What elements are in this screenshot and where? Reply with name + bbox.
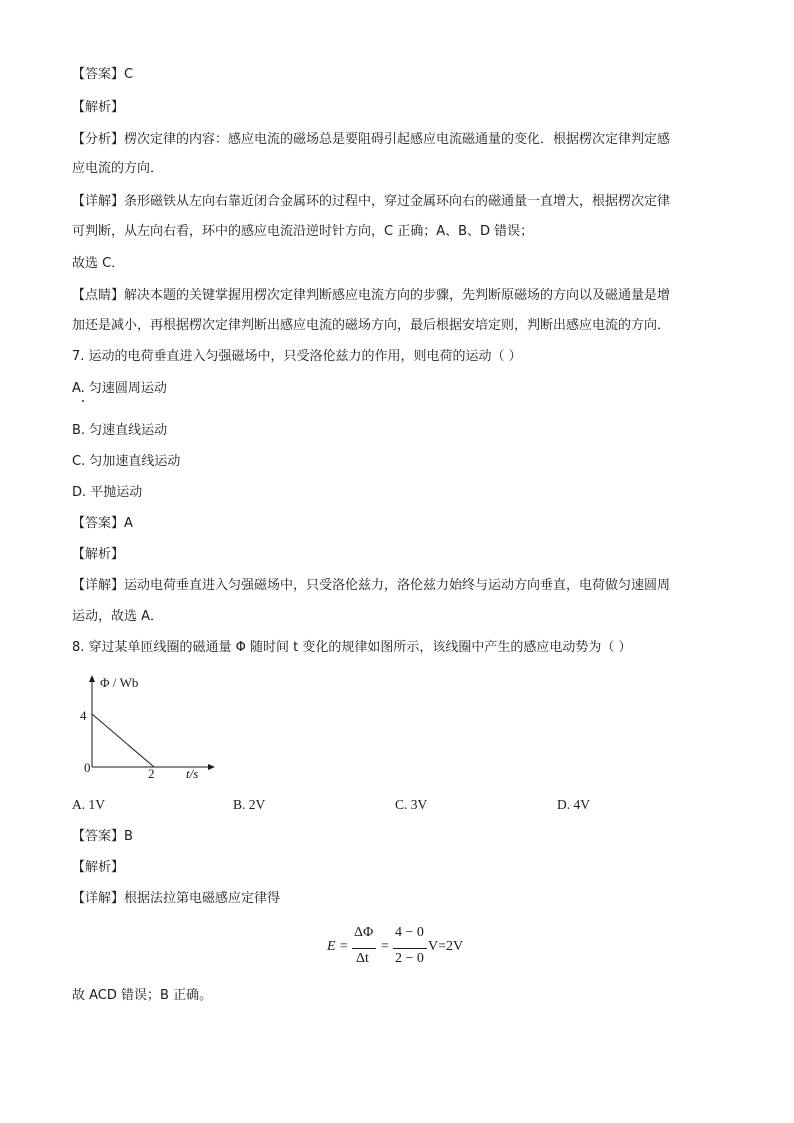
q8-answer: 【答案】B <box>72 829 133 844</box>
q8-analysis-heading: 【解析】 <box>72 860 125 875</box>
stray-dot <box>82 400 84 402</box>
comment-line1: 【点睛】解决本题的关键掌握用楞次定律判断感应电流方向的步骤，先判断原磁场的方向以及磁通量是增 <box>72 288 671 303</box>
q8-option-a: A. 1V <box>72 797 105 812</box>
faraday-formula <box>327 925 477 971</box>
fraction-bar-2 <box>393 948 427 949</box>
y-tick-4: 4 <box>80 708 87 723</box>
q7-analysis-heading: 【解析】 <box>72 547 125 562</box>
x-tick-2: 2 <box>148 766 155 781</box>
formula-lhs: E = <box>327 939 349 954</box>
flux-time-graph <box>72 672 222 782</box>
q7-detail-line1: 【详解】运动电荷垂直进入匀强磁场中，只受洛伦兹力，洛伦兹力始终与运动方向垂直，电荷做匀速圆周 <box>72 578 671 593</box>
q8-option-b: B. 2V <box>233 797 266 812</box>
formula-den2: 2 − 0 <box>395 951 424 966</box>
detail-line1: 【详解】条形磁铁从左向右靠近闭合金属环的过程中，穿过金属环向右的磁通量一直增大，根据楞次定律 <box>72 194 671 209</box>
q7-answer: 【答案】A <box>72 516 133 531</box>
q7-option-a: A. 匀速圆周运动 <box>72 381 167 396</box>
q7-detail-line2: 运动，故选 A． <box>72 609 164 624</box>
analysis-fenxi-line1: 【分析】楞次定律的内容：感应电流的磁场总是要阻碍引起感应电流磁通量的变化．根据楞次定律判定感 <box>72 132 671 147</box>
origin-label: 0 <box>84 760 91 775</box>
fraction-bar-1 <box>352 948 376 949</box>
q8-conclusion: 故 ACD 错误；B 正确。 <box>72 988 213 1003</box>
q8-option-d: D. 4V <box>557 797 590 812</box>
choose-line: 故选 C． <box>72 256 125 271</box>
detail-line2: 可判断，从左向右看，环中的感应电流沿逆时针方向，C 正确；A、B、D 错误； <box>72 224 534 239</box>
comment-line2: 加还是减小，再根据楞次定律判断出感应电流的磁场方向，最后根据安培定则，判断出感应电流的方向． <box>72 318 671 333</box>
q7-option-b: B. 匀速直线运动 <box>72 423 168 438</box>
question-8: 8. 穿过某单匝线圈的磁通量 Φ 随时间 t 变化的规律如图所示，该线圈中产生的感应电动势为（ ） <box>72 640 632 655</box>
formula-num2: 4 − 0 <box>395 925 424 940</box>
formula-den1: Δt <box>356 951 369 966</box>
analysis-fenxi-line2: 应电流的方向． <box>72 161 164 176</box>
formula-num1: ΔΦ <box>354 925 374 940</box>
formula-rhs: V=2V <box>428 939 464 954</box>
question-7: 7. 运动的电荷垂直进入匀强磁场中，只受洛伦兹力的作用，则电荷的运动（ ） <box>72 349 522 364</box>
q7-option-c: C. 匀加速直线运动 <box>72 454 181 469</box>
q8-option-c: C. 3V <box>395 797 428 812</box>
q7-option-d: D. 平抛运动 <box>72 485 143 500</box>
formula-eq: = <box>381 939 389 954</box>
flux-line <box>92 714 154 767</box>
y-axis-label: Φ / Wb <box>100 675 139 690</box>
answer-line: 【答案】C <box>72 67 134 82</box>
x-axis-label: t/s <box>186 766 199 781</box>
analysis-heading: 【解析】 <box>72 100 125 115</box>
q8-detail-line: 【详解】根据法拉第电磁感应定律得 <box>72 891 281 906</box>
